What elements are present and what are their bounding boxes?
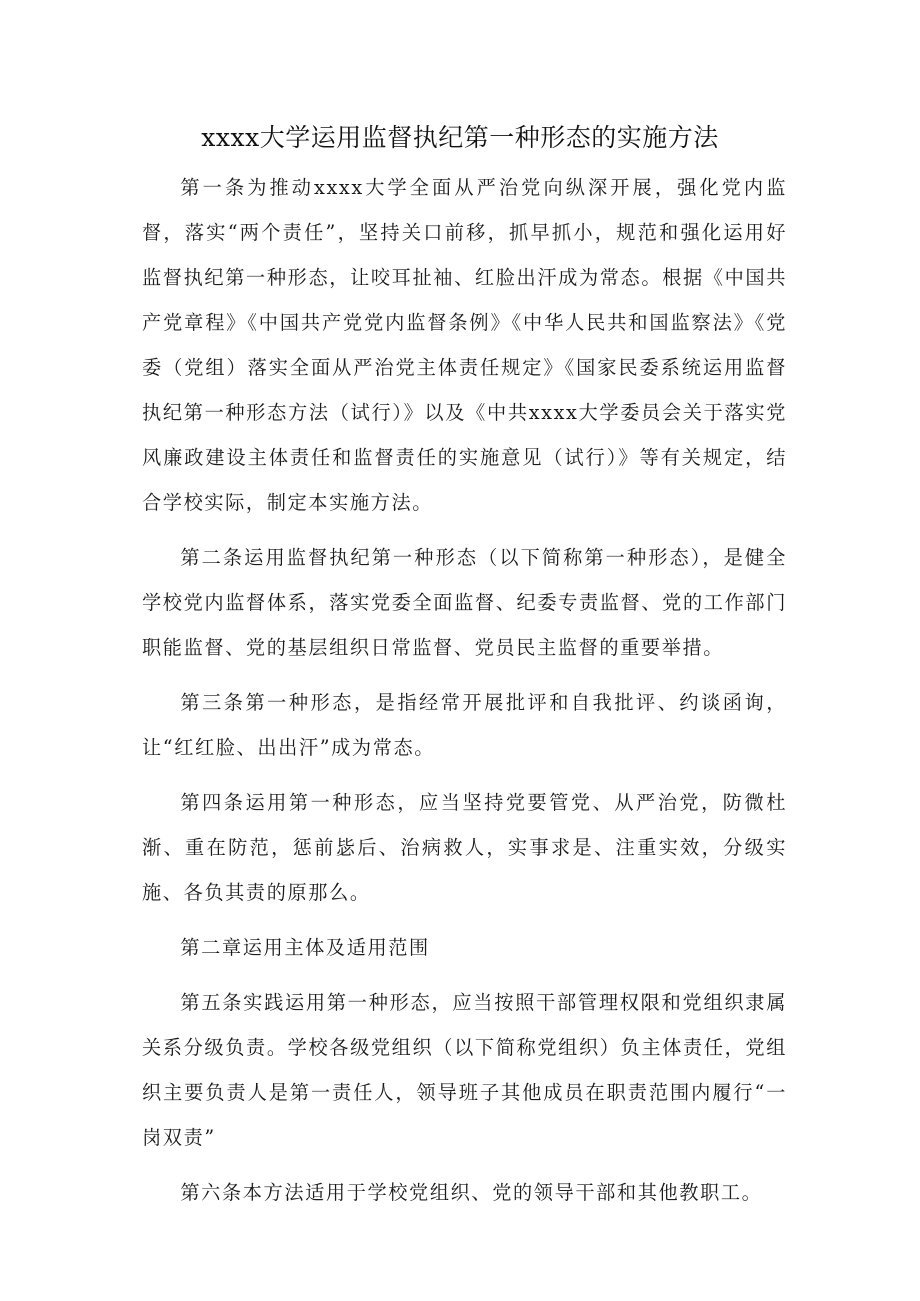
article-3-paragraph: 第三条第一种形态，是指经常开展批评和自我批评、约谈函询，让“红红脸、出出汗”成为常态。 xyxy=(142,691,787,759)
article-4-paragraph: 第四条运用第一种形态，应当坚持党要管党、从严治党，防微杜渐、重在防范，惩前毖后、治病救人，实事求是、注重实效，分级实施、各负其责的原那么。 xyxy=(142,791,787,904)
article-2-paragraph: 第二条运用监督执纪第一种形态（以下简称第一种形态），是健全学校党内监督体系，落实党委全面监督、纪委专责监督、党的工作部门职能监督、党的基层组织日常监督、党员民主监督的重要举措。 xyxy=(142,546,787,659)
article-6-paragraph: 第六条本方法适用于学校党组织、党的领导干部和其他教职工。 xyxy=(180,1181,763,1204)
article-1-paragraph: 第一条为推动xxxx大学全面从严治党向纵深开展，强化党内监督，落实“两个责任”，坚持关口前移，抓早抓小，规范和强化运用好监督执纪第一种形态，让咬耳扯袖、红脸出汗成为常态。根据《中国共产党章程》《中国共产党党内监督条例》《中华人民共和国监察法》《党委（党组）落实全面从严治党主体责任规定》《国家民委系统运用监督执纪第一种形态方法（试行）》以及《中共xxxx大学委员会关于落实党风廉政建设主体责任和监督责任的实施意见（试行）》等有关规定，结合学校实际，制定本实施方法。 xyxy=(142,176,787,514)
chapter-2-heading: 第二章运用主体及适用范围 xyxy=(180,936,430,959)
document-body xyxy=(142,165,787,1215)
document-title: xxxx大学运用监督执纪第一种形态的实施方法 xyxy=(201,123,719,152)
article-5-paragraph: 第五条实践运用第一种形态，应当按照干部管理权限和党组织隶属关系分级负责。学校各级党组织（以下简称党组织）负主体责任，党组织主要负责人是第一责任人，领导班子其他成员在职责范围内履行“一岗双责” xyxy=(142,991,787,1149)
